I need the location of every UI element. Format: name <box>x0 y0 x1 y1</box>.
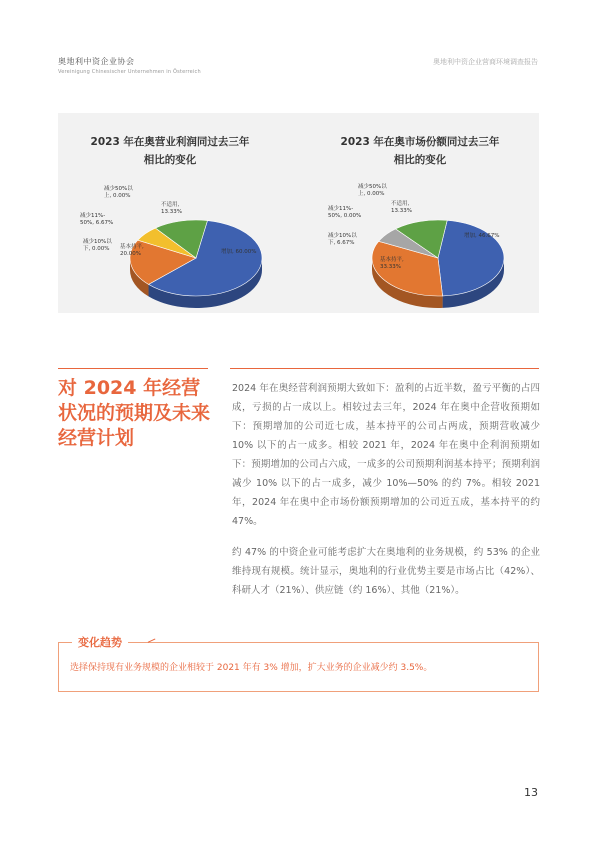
slice-label: 增加, 60.00% <box>221 249 257 255</box>
slice-label: 50%, 6.67% <box>80 220 114 226</box>
section-title: 对 2024 年经营状况的预期及未来经营计划 <box>58 377 211 449</box>
chart-title-line: 相比的变化 <box>143 154 197 166</box>
slice-label: 13.33% <box>391 208 412 214</box>
slice-label: 减少11%- <box>328 206 354 212</box>
body-paragraph-1: 2024 年在奥经营利润预期大致如下：盈利的占近半数，盈亏平衡的占四成，亏损的占一成以上。相较过去三年，2024 年在奥中企营收预期如下：预期增加的公司近七成，基本持平的公司占两成，预期营收减少 10% 以下的占一成多。相较 2021 年，2024 年在奥中企利润预期如下：预期增加的公司占六成，一成多的公司预期利润基本持平；预期利润减少 10% 以下的占一成多，减少 10%—50% 的约 7%。相较 2021 年，2024 年在奥中企市场份额预期增加的公司近五成，基本持平的约 47%。 <box>232 383 540 527</box>
org-name-cn: 奥地利中资企业协会 <box>58 57 135 66</box>
pie-charts-svg <box>58 113 539 313</box>
charts-panel <box>58 113 539 313</box>
slice-label: 减少10%以 <box>83 239 112 245</box>
slice-label: 下, 6.67% <box>328 240 355 246</box>
page-number: 13 <box>524 786 538 799</box>
report-title: 奥地利中资企业营商环境调查报告 <box>433 58 538 66</box>
pie-chart-2 <box>328 135 504 308</box>
slice-label: 13.33% <box>161 209 182 215</box>
chart-title-line: 2023 年在奥营业利润同过去三年 <box>90 136 250 148</box>
slice-label: 减少50%以 <box>358 184 387 190</box>
slice-label: 上, 0.00% <box>358 191 385 197</box>
header-organization <box>58 56 201 75</box>
slice-label: 上, 0.00% <box>104 193 131 199</box>
slice-label: 减少50%以 <box>104 186 133 192</box>
body-rule <box>230 368 539 369</box>
slice-label: 下, 0.00% <box>83 246 110 252</box>
slice-label: 减少10%以 <box>328 233 357 239</box>
slice-label: 基本持平, <box>120 244 144 250</box>
chart-title-line: 相比的变化 <box>393 154 447 166</box>
section-body <box>232 379 540 612</box>
slice-label: 33.33% <box>380 264 401 270</box>
slice-label: 不适用, <box>161 202 180 208</box>
body-paragraph-2: 约 47% 的中资企业可能考虑扩大在奥地利的业务规模，约 53% 的企业维持现有规模。统计显示，奥地利的行业优势主要是市场占比（42%）、科研人才（21%）、供应链（约 16%）、其他（21%）。 <box>232 547 540 596</box>
slice-label: 减少11%- <box>80 213 106 219</box>
slice-label: 基本持平, <box>380 257 404 263</box>
pie-chart-1 <box>80 135 262 308</box>
slice-label: 50%, 0.00% <box>328 213 362 219</box>
slice-label: 增加, 46.67% <box>464 233 500 239</box>
trend-label: 变化趋势 <box>72 634 128 650</box>
slice-label: 不适用, <box>391 201 410 207</box>
trend-text: 选择保持现有业务规模的企业相较于 2021 年有 3% 增加，扩大业务的企业减少约 3.5%。 <box>70 663 433 673</box>
chart-title-line: 2023 年在奥市场份额同过去三年 <box>340 136 500 148</box>
slice-label: 20.00% <box>120 251 141 257</box>
org-name-de: Vereinigung Chinesischer Unternehmen in Österreich <box>58 69 201 75</box>
section-title-rule <box>58 368 208 369</box>
